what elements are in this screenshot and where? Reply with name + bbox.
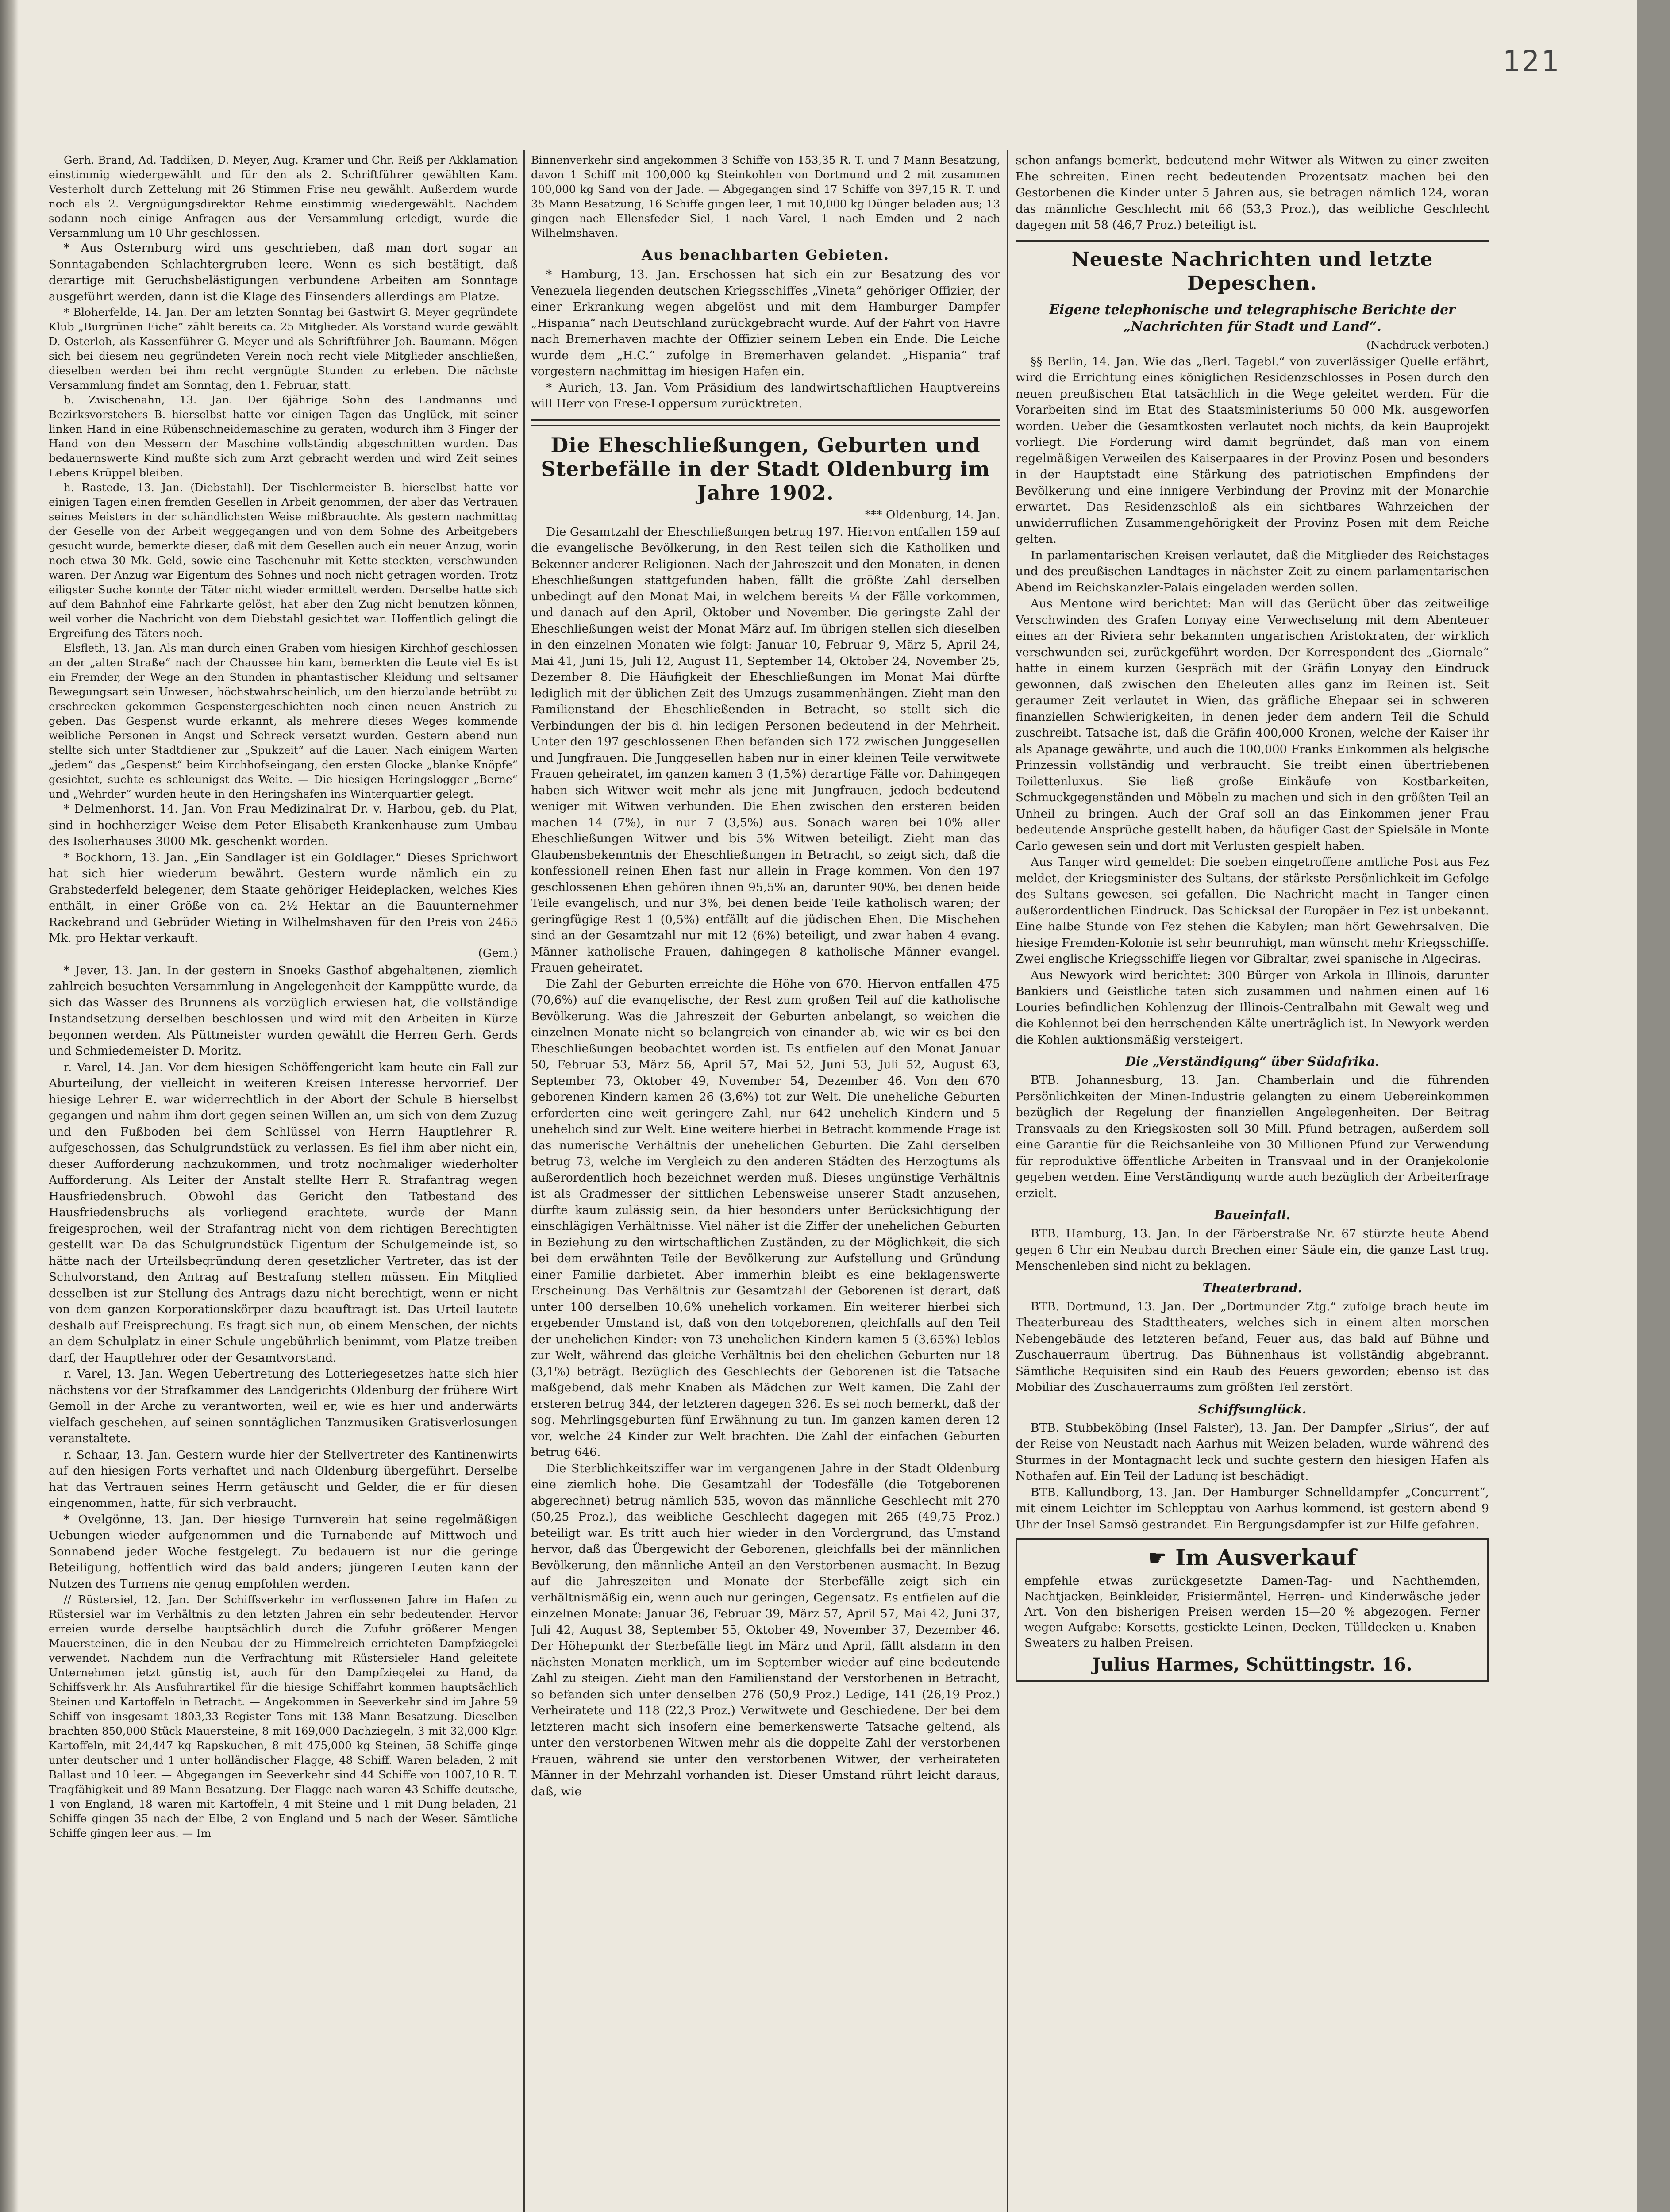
column-left <box>49 153 518 2212</box>
article-paragraph: r. Varel, 14. Jan. Vor dem hiesigen Schöffengericht kam heute ein Fall zur Aburteilung, der vielleicht in weiteren Kreisen Interesse hervorrief. Der hiesige Lehrer E. war widerrechtlich in der Abort der Schule B hierselbst gegangen und nahm ihm dort gegen seinen Willen an, um sich von dem Zuzug und den Fußboden bei dem Schlüssel von Herrn Hauptlehrer R. aufgeschossen, das Schulgrundstück zu verlassen. Es fiel ihm aber nicht ein, dieser Aufforderung nachzukommen, und trotz nochmaliger wiederholter Aufforderung. Als Leiter der Anstalt stellte Herr R. Strafantrag wegen Hausfriedensbruch. Obwohl das Gericht den Tatbestand des Hausfriedensbruchs als vorliegend erachtete, wurde der Mann freigesprochen, weil der Strafantrag nicht von dem richtigen Berechtigten gestellt war. Da das Schulgrundstück Eigentum der Schulgemeinde ist, so hätte nach der Urteilsbegründung deren gesetzlicher Vertreter, das ist der Schulvorstand, den Antrag auf Bestrafung stellen müssen. Ein Mitglied desselben ist zur Stellung des Antrags dazu nicht berechtigt, wenn er nicht von dem ganzen Korporationskörper dazu beauftragt ist. Das Urteil lautete deshalb auf Freisprechung. Es fragt sich nun, ob einem Menschen, der nichts an dem Schulplatz in einer Schule ungebührlich benimmt, vom Platze treiben darf, der Hauptlehrer oder der Gesamtvorstand. <box>49 1060 518 1365</box>
article-paragraph: §§ Berlin, 14. Jan. Wie das „Berl. Tagebl.“ von zuverlässiger Quelle erfährt, wird die Errichtung eines königlichen Residenzschlosses in Posen durch den neuen preußischen Etat tatsächlich in die Wege geleitet werden. Für die Vorarbeiten sind im Etat des Staatsministeriums 50 000 Mk. ausgeworfen worden. Ueber die Gesamtkosten verlautet noch nichts, da kein Bauprojekt vorliegt. Die Forderung wird damit begründet, daß man von einem regelmäßigen Verweilen des Kaiserpaares in der Provinz Posen und besonders in der Hauptstadt eine Stärkung des patriotischen Empfindens der Bevölkerung und eine innigere Verbindung der Provinz mit der Monarchie erwartet. Das Residenzschloß als ein sichtbares Wahrzeichen der unwiderruflichen Zusammengehörigkeit der Provinz Posen mit dem Reiche gelten. <box>1016 354 1489 546</box>
ad-firm: Julius Harmes, Schüttingstr. 16. <box>1092 1654 1412 1675</box>
section-heading: Aus benachbarten Gebieten. <box>641 246 890 263</box>
signature: (Gem.) <box>478 946 518 960</box>
article-paragraph: schon anfangs bemerkt, bedeutend mehr Witwer als Witwen zu einer zweiten Ehe schreiten. Einen recht bedeutenden Prozentsatz machen bei den Gestorbenen die Kinder unter 5 Jahren aus, sie betragen nämlich 124, woran das männliche Geschlecht mit 66 (53,3 Proz.), das weibliche Geschlecht dagegen mit 58 (46,7 Proz.) beteiligt ist. <box>1016 154 1489 232</box>
pointing-hand-icon: ☛ <box>1148 1545 1167 1570</box>
article-paragraph: BTB. Dortmund, 13. Jan. Der „Dortmunder Ztg.“ zufolge brach heute im Theaterbureau des Stadttheaters, welches sich in einem alten morschen Nebengebäude des letzteren befand, Feuer aus, das bald auf Bühne und Zuschauerraum übertrug. Das Bühnenhaus ist vollständig abgebrannt. Sämtliche Requisiten sind ein Raub des Feuers geworden; ebenso ist das Mobiliar des Zuschauerraums zum größten Teil zerstört. <box>1016 1299 1489 1394</box>
column-middle <box>531 153 1000 2212</box>
article-paragraph: * Hamburg, 13. Jan. Erschossen hat sich ein zur Besatzung des vor Venezuela liegenden deutschen Kriegsschiffes „Vineta“ gehöriger Offizier, der einer Erkrankung wegen abgelöst und mit dem Hamburger Dampfer „Hispania“ nach Deutschland zurückgebracht wurde. Auf der Fahrt von Havre nach Bremerhaven machte der Offizier seinem Leben ein Ende. Die Leiche wurde dem „H.C.“ zufolge in Bremerhaven gelandet. „Hispania“ traf vorgestern nachmittag im hiesigen Hafen ein. <box>531 268 1000 378</box>
section-heading: Schiffsunglück. <box>1198 1402 1307 1417</box>
article-paragraph: BTB. Johannesburg, 13. Jan. Chamberlain und die führenden Persönlichkeiten der Minen-Industrie gelangten zu einem Uebereinkommen bezüglich der Regelung der finanziellen Angelegenheiten. Der Beitrag Transvaals zu den Kriegskosten soll 30 Mill. Pfund betragen, außerdem soll eine Garantie für die Reichsanleihe von 30 Millionen Pfund zur Verwendung für reproduktive öffentliche Arbeiten in Transvaal und in der Oranjekolonie gegeben werden. Eine Verständigung wurde auch bezüglich der Arbeiterfrage erzielt. <box>1016 1073 1489 1200</box>
article-paragraph: * Ovelgönne, 13. Jan. Der hiesige Turnverein hat seine regelmäßigen Uebungen wieder aufgenommen und die Turnabende auf Mittwoch und Sonnabend jeder Woche festgelegt. Zu bedauern ist nur die geringe Beteiligung, hoffentlich wird das bald anders; jüngeren Leuten kann der Nutzen des Turnens nie genug empfohlen werden. <box>49 1512 518 1591</box>
article-paragraph: BTB. Stubbeköbing (Insel Falster), 13. Jan. Der Dampfer „Sirius“, der auf der Reise von Neustadt nach Aarhus mit Weizen beladen, wurde während des Sturmes in der Montagnacht leck und suchte gestern den hiesigen Hafen als Nothafen auf. Ein Teil der Ladung ist beschädigt. <box>1016 1421 1489 1483</box>
article-paragraph: BTB. Hamburg, 13. Jan. In der Färberstraße Nr. 67 stürzte heute Abend gegen 6 Uhr ein Neubau durch Brechen einer Säule ein, die ganze Last trug. Menschenleben sind nicht zu beklagen. <box>1016 1227 1489 1273</box>
section-heading: Die Eheschließungen, Geburten und Sterbefälle in der Stadt Oldenburg im Jahre 1902. <box>541 433 990 505</box>
article-paragraph: Aus Mentone wird berichtet: Man will das Gerücht über das zeitweilige Verschwinden des Grafen Lonyay eine Verwechselung mit dem Abenteuer eines an der Riviera sehr bekannten ungarischen Aristokraten, der wirklich verschwunden sei, zurückgeführt worden. Der Korrespondent des „Giornale“ hatte in einem kurzen Gespräch mit der Gräfin Lonyay den Eindruck gewonnen, daß zwischen den Eheleuten alles ganz im Reinen ist. Seit geraumer Zeit verlautet in Wien, das gräfliche Ehepaar sei in schweren finanziellen Schwierigkeiten, in denen jeder dem andern Teil die Schuld zuschreibt. Tatsache ist, daß die Gräfin 400,000 Kronen, welche der Kaiser ihr als Apanage gewährte, und auch die 100,000 Franks Einkommen als belgische Prinzessin vollständig und verbraucht. Sie treibt einen übertriebenen Toilettenluxus. Sie ließ große Einkäufe von Kostbarkeiten, Schmuckgegenständen und Möbeln zu machen und sich in den größten Teil an Unheil zu bringen. Auch der Graf soll an das Einkommen jener Frau bedeutende Ansprüche gestellt haben, da häufiger Gast der Spielsäle in Monte Carlo gewesen sein und dort mit Verlusten gespielt haben. <box>1016 597 1489 853</box>
article-paragraph: Gerh. Brand, Ad. Taddiken, D. Meyer, Aug. Kramer und Chr. Reiß per Akklamation einstimmig wiedergewählt und für den als 2. Schriftführer gewählten Kam. Vesterholt durch Zettelung mit 26 Stimmen Frise neu gewählt. Außerdem wurde noch als 2. Vergnügungsdirektor Rehme einstimmig wiedergewählt. Nachdem sodann noch einige Anfragen aus der Versammlung erledigt, wurde die Versammlung um 10 Uhr geschlossen. <box>49 154 518 239</box>
article-paragraph: r. Schaar, 13. Jan. Gestern wurde hier der Stellvertreter des Kantinenwirts auf den hiesigen Forts verhaftet und nach Oldenburg übergeführt. Derselbe hat das Vertrauen seines Herrn getäuscht und Gelder, die er für diesen eingenommen, hatte, für sich verbraucht. <box>49 1448 518 1510</box>
article-paragraph: * Aus Osternburg wird uns geschrieben, daß man dort sogar an Sonntagabenden Schlachtergruben leere. Wenn es sich bestätigt, daß derartige mit Geruchsbelästigungen verbundene Arbeiten am Sonntage ausgeführt werden, dann ist die Klage des Einsenders allerdings am Platze. <box>49 241 518 303</box>
column-right <box>1016 153 1489 2212</box>
article-paragraph: Binnenverkehr sind angekommen 3 Schiffe von 153,35 R. T. und 7 Mann Besatzung, davon 1 Schiff mit 100,000 kg Steinkohlen von Dortmund und 2 mit zusammen 100,000 kg Sand von der Jade. — Abgegangen sind 17 Schiffe von 397,15 R. T. und 35 Mann Besatzung, 16 Schiffe gingen leer, 1 mit 10,000 kg Dünger beladen aus; 13 gingen nach Ellensfeder Siel, 1 nach Varel, 1 nach Emden und 2 nach Wilhelmshaven. <box>531 154 1000 239</box>
article-paragraph: h. Rastede, 13. Jan. (Diebstahl). Der Tischlermeister B. hierselbst hatte vor einigen Tagen einen fremden Gesellen in Arbeit genommen, der aber das Vertrauen seines Meisters in der schändlichsten Weise mißbrauchte. Als gestern nachmittag der Geselle von der Arbeit weggegangen und von dem Sohne des Arbeitgebers gesucht wurde, bemerkte dieser, daß mit dem Gesellen auch ein neuer Anzug, worin noch etwa 30 Mk. Geld, sowie eine Taschenuhr mit Kette steckten, verschwunden waren. Der Anzug war Eigentum des Sohnes und noch nicht getragen worden. Trotz eiligster Suche konnte der Täter nicht wieder ermittelt werden. Derselbe hatte sich auf dem Bahnhof eine Fahrkarte gelöst, hat aber den Zug nicht benutzen können, weil vorher die Nachricht von dem Diebstahl gesichtet war. Hoffentlich gelingt die Ergreifung des Täters noch. <box>49 481 518 640</box>
article-paragraph: Elsfleth, 13. Jan. Als man durch einen Graben vom hiesigen Kirchhof geschlossen an der „alten Straße“ nach der Chaussee hin kam, bemerkten die Leute viel Es ist ein Fremder, der Wege an den Stunden in phantastischer Kleidung und seltsamer Bewegungsart sein Unwesen, höchstwahrscheinlich, um den hierzulande betrübt zu erschrecken gekommen Gespenstergeschichten noch einen neuen Anstrich zu geben. Das Gespenst wurde erkannt, als mehrere dieses Weges kommende weibliche Personen in Angst und Schreck versetzt wurden. Gestern abend nun stellte sich unter Stadtdiener zur „Spukzeit“ auf die Lauer. Nach einigem Warten „jedem“ das „Gespenst“ beim Kirchhofseingang, den ersten Glocke „blanke Knöpfe“ gesichtet, suchte es schleunigst das Weite. — Die hiesigen Heringslogger „Berne“ und „Wehrder“ wurden heute in den Heringshafen ins Winterquartier gelegt. <box>49 641 518 800</box>
reprint-note: (Nachdruck verboten.) <box>1366 338 1489 351</box>
binding-spine <box>0 0 19 2212</box>
article-paragraph: r. Varel, 13. Jan. Wegen Uebertretung des Lotteriegesetzes hatte sich hier nächstens vor der Strafkammer des Landgerichts Oldenburg der frühere Wirt Gemoll in der Arche zu verantworten, weil er, wie es hier und anderwärts vielfach geschehen, auf seinen sonntäglichen Tanzmusiken Gratisverlosungen veranstaltete. <box>49 1367 518 1445</box>
ad-text: empfehle etwas zurückgesetzte Damen-Tag- und Nachthemden, Nachtjacken, Beinkleider, Frisiermäntel, Herren- und Kinderwäsche jeder Art. Von den bisherigen Preisen werden 15—20 % abgezogen. Ferner wegen Aufgabe: Korsetts, gestickte Leinen, Decken, Tülldecken u. Knaben-Sweaters zu halben Preisen. <box>1024 1574 1480 1650</box>
article-paragraph: * Jever, 13. Jan. In der gestern in Snoeks Gasthof abgehaltenen, ziemlich zahlreich besuchten Versammlung in Angelegenheit der Kamppütte wurde, da sich das Wasser des Brunnens als vorzüglich erwiesen hat, die vollständige Instandsetzung derselben beschlossen und wird mit den Arbeiten in Kürze begonnen werden. Als Püttmeister wurden gewählt die Herren Gerh. Gerds und Schmiedemeister D. Moritz. <box>49 963 518 1058</box>
article-paragraph: // Rüstersiel, 12. Jan. Der Schiffsverkehr im verflossenen Jahre im Hafen zu Rüstersiel war im Verhältnis zu den letzten Jahren ein sehr bedeutender. Hervor erreien wurde derselbe hauptsächlich durch die Zufuhr größerer Mengen Mauersteinen, die in den Neubau der zu Himmelreich errichteten Dampfziegelei verwendet. Nachdem nun die Verfrachtung mit Rüstersieler Hand geleitete Unternehmen jetzt günstig ist, auch für den Dampfziegelei zu Hand, da Schiffsverk.hr. Als Ausfuhrartikel für die hiesige Schiffahrt kommen hauptsächlich Steinen und Kartoffeln in Betracht. — Angekommen in Seeverkehr sind im Jahre 59 Schiff von insgesamt 1803,33 Register Tons mit 138 Mann Besatzung. Dieselben brachten 850,000 Stück Mauersteine, 8 mit 169,000 Dachziegeln, 3 mit 32,000 Klgr. Kartoffeln, mit 24,447 kg Rapskuchen, 8 mit 475,000 kg Steinen, 58 Schiffe ginge unter deutscher und 1 unter holländischer Flagge, 48 Schiff. Waren beladen, 2 mit Ballast und 10 leer. — Abgegangen im Seeverkehr sind 44 Schiffe von 1007,10 R. T. Tragfähigkeit und 89 Mann Besatzung. Der Flagge nach waren 43 Schiffe deutsche, 1 von England, 18 waren mit Kartoffeln, 4 mit Steine und 1 mit Dung beladen, 21 Schiffe gingen 35 nach der Elbe, 2 von England und 5 nach der Weser. Sämtliche Schiffe gingen leer aus. — Im <box>49 1593 518 1839</box>
column-right-continuation <box>1016 153 1489 234</box>
signature: *** Oldenburg, 14. Jan. <box>865 508 1000 522</box>
section-heading: Die „Verständigung“ über Südafrika. <box>1125 1054 1380 1069</box>
section-rule <box>1016 240 1489 242</box>
ad-title-text: Im Ausverkauf <box>1175 1544 1357 1571</box>
news-section-title: Neueste Nachrichten und letzte Depeschen. <box>1071 248 1433 295</box>
section-rule <box>531 419 1000 426</box>
news-section-subtitle: Eigene telephonische und telegraphische Berichte der „Nachrichten für Stadt und Land“. <box>1049 302 1455 334</box>
column-rule <box>523 150 525 2212</box>
article-paragraph: Die Sterblichkeitsziffer war im vergangenen Jahre in der Stadt Oldenburg eine ziemlich hohe. Die Gesamtzahl der Todesfälle (die Totgeborenen abgerechnet) betrug nämlich 535, wovon das männliche Geschlecht mit 270 (50,25 Proz.), das weibliche Geschlecht dagegen mit 265 (49,75 Proz.) beteiligt war. Es tritt auch hier wieder in den Vordergrund, das Umstand hervor, daß das Übergewicht der Geborenen, gleichfalls bei der männlichen Bevölkerung, den männliche Anteil an den Verstorbenen ausmacht. In Bezug auf die Jahreszeiten und Monate der Sterbefälle zeigt sich ein verhältnismäßig ein, wenn auch nur geringen, Gegensatz. Es entfielen auf die einzelnen Monate: Januar 36, Februar 39, März 57, April 57, Mai 42, Juni 37, Juli 42, August 38, September 55, Oktober 49, November 37, Dezember 46. Der Höhepunkt der Sterbefälle liegt im März und April, fällt alsdann in den nächsten Monaten merklich, um im September wieder auf eine bedeutende Zahl zu steigen. Zieht man den Familienstand der Verstorbenen in Betracht, so befanden sich unter denselben 276 (50,9 Proz.) Ledige, 141 (26,19 Proz.) Verheiratete und 118 (22,3 Proz.) Verwitwete und Geschiedene. Der bei dem letzteren macht sich insofern eine bemerkenswerte Tatsache geltend, als unter den verstorbenen Witwen mehr als die doppelte Zahl der verstorbenen Frauen, während sie unter den verstorbenen Witwer, der verheirateten Männer in der Mehrzahl vorhanden ist. Dieser Umstand rührt leicht daraus, daß, wie <box>531 1461 1000 1798</box>
article-paragraph: b. Zwischenahn, 13. Jan. Der 6jährige Sohn des Landmanns und Bezirksvorstehers B. hierselbst hatte vor einigen Tagen das Unglück, mit seiner linken Hand in eine Rübenschneidemaschine zu geraten, wodurch ihm 3 Finger der Hand von den Messern der Maschine vollständig abgeschnitten wurden. Das bedauernswerte Kind mußte sich zum Arzt gebracht werden und wird Zeit seines Lebens Krüppel bleiben. <box>49 393 518 479</box>
column-rule <box>1007 150 1008 2212</box>
article-paragraph: In parlamentarischen Kreisen verlautet, daß die Mitglieder des Reichstages und des preußischen Landtages in nächster Zeit zu einem parlamentarischen Abend im Reichskanzler-Palais eingeladen werden sollen. <box>1016 548 1489 595</box>
news-articles <box>1016 354 1489 1533</box>
article-paragraph: Aus Tanger wird gemeldet: Die soeben eingetroffene amtliche Post aus Fez meldet, der Kriegsminister des Sultans, der stärkste Persönlichkeit im Gefolge des Sultans gewesen, sei gefallen. Die Nachricht macht in Tanger einen außerordentlichen Eindruck. Das Schicksal der Europäer in Fez ist unbekannt. Eine halbe Stunde von Fez stehen die Kabylen; man hört Gewehrsalven. Die hiesige Fremden-Kolonie ist sehr beunruhigt, man wünscht mehr Kriegsschiffe. Zwei englische Kriegsschiffe liegen vor Gibraltar, zwei spanische in Algeciras. <box>1016 855 1489 966</box>
article-paragraph: BTB. Kallundborg, 13. Jan. Der Hamburger Schnelldampfer „Concurrent“, mit einem Leichter im Schlepptau von Aarhus kommend, ist gestern abend 9 Uhr der Insel Samsö gestrandet. Ein Bergungsdampfer ist zur Hilfe gefahren. <box>1016 1485 1489 1532</box>
article-paragraph: * Bloherfelde, 14. Jan. Der am letzten Sonntag bei Gastwirt G. Meyer gegründete Klub „Burgrünen Eiche“ zählt bereits ca. 25 Mitglieder. Als Vorstand wurde gewählt D. Osterloh, als Kassenführer G. Meyer und als Schriftführer Joh. Baumann. Mögen sich bei diesem neu gegründeten Verein noch recht viele Mitglieder anschließen, dieselben werden bei ihm recht vergnügte Stunden zu erleben. Die nächste Versammlung findet am Sonntag, den 1. Februar, statt. <box>49 306 518 392</box>
advertisement <box>1016 1538 1489 1682</box>
page-number: 121 <box>1502 44 1561 78</box>
section-heading: Baueinfall. <box>1214 1208 1291 1222</box>
article-paragraph: * Bockhorn, 13. Jan. „Ein Sandlager ist ein Goldlager.“ Dieses Sprichwort hat sich hier wiederum bewährt. Gestern wurde nämlich ein zu Grabstederfeld belegener, dem Staate gehöriger Heideplacken, welches Kies enthält, in einer Größe von ca. 2½ Hektar an die Bauunternehmer Rackebrand und Gebrüder Wieting in Wilhelmshaven für den Preis von 2465 Mk. pro Hektar verkauft. <box>49 850 518 945</box>
ad-title <box>1024 1544 1480 1571</box>
article-paragraph: Die Zahl der Geburten erreichte die Höhe von 670. Hiervon entfallen 475 (70,6%) auf die evangelische, der Rest zum großen Teil auf die katholische Bevölkerung. Was die Jahreszeit der Geburten anbelangt, so weichen die einzelnen Monate nicht so belangreich von einander ab, wie wir es bei den Eheschließungen beobachtet worden ist. Es entfielen auf den Monat Januar 50, Februar 53, März 56, April 57, Mai 52, Juni 53, Juli 52, August 63, September 73, Oktober 49, November 54, Dezember 46. Von den 670 geborenen Kindern kamen 26 (3,6%) tot zur Welt. Die uneheliche Geburten erforderten eine weit geringere Zahl, nur 642 unehelich Kindern und 5 unehelich sind zur Welt. Eine weitere hierbei in Betracht kommende Frage ist das numerische Verhältnis der unehelichen Geburten. Die Zahl derselben betrug 73, welche im Vergleich zu den anderen Städten des Herzogtums als außerordentlich hoch bezeichnet werden muß. Dieses ungünstige Verhältnis ist als Gradmesser der sittlichen Lebensweise unserer Stadt anzusehen, dürfte kaum zulässig sein, da hier besonders unter Berücksichtigung der einschlägigen Verhältnisse. Viel näher ist die Ziffer der unehelichen Geburten in Beziehung zu den wirtschaftlichen Zuständen, zu der Möglichkeit, die sich bei dem erwähnten Teile der Bevölkerung zur Aufstellung und Gründung einer Familie darbietet. Aber immerhin bleibt es eine beklagenswerte Erscheinung. Das Verhältnis zur Gesamtzahl der Geborenen ist derart, daß unter 100 derselben 10,6% unehelich vorkamen. Ein weiterer hierbei sich ergebender Umstand ist, daß von den totgeborenen, gleichfalls auf den Teil der unehelichen Kinder: von 73 unehelichen Kindern kamen 5 (3,65%) leblos zur Welt, während das gleiche Verhältnis bei den ehelichen Geburten nur 18 (3,1%) beträgt. Bezüglich des Geschlechts der Geborenen ist die Tatsache maßgebend, daß mehr Knaben als Mädchen zur Welt kamen. Die Zahl der ersteren betrug 344, der letzteren dagegen 326. Es sei noch bemerkt, daß der sog. Mehrlingsgeburten fünf Erwähnung zu tun. Im ganzen kamen deren 12 vor, welche 24 Kinder zur Welt brachten. Die Zahl der einfachen Geburten betrug 646. <box>531 977 1000 1459</box>
article-paragraph: * Aurich, 13. Jan. Vom Präsidium des landwirtschaftlichen Hauptvereins will Herr von Frese-Loppersum zurücktreten. <box>531 380 1000 411</box>
article-paragraph: * Delmenhorst. 14. Jan. Von Frau Medizinalrat Dr. v. Harbou, geb. du Plat, sind in hochherziger Weise dem Peter Elisabeth-Krankenhause zum Umbau des Isolierhauses 3000 Mk. geschenkt worden. <box>49 802 518 848</box>
article-paragraph: Aus Newyork wird berichtet: 300 Bürger von Arkola in Illinois, darunter Bankiers und Geistliche taten sich zusammen und nahmen einen auf 16 Louries befindlichen Kohlenzug der Illinois-Centralbahn mit Gewalt weg und die Kohlennot bei den herrschenden Kälte unerträglich ist. In Newyork werden die Kohlen auktionsmäßig versteigert. <box>1016 968 1489 1047</box>
article-paragraph: Die Gesamtzahl der Eheschließungen betrug 197. Hiervon entfallen 159 auf die evangelische Bevölkerung, in den Rest teilen sich die Katholiken und Bekenner anderer Religionen. Nach der Jahreszeit und den Monaten, in denen Eheschließungen stattgefunden haben, fällt die größte Zahl derselben unbedingt auf den Monat Mai, in welchem bereits ¼ der Fälle vorkommen, und danach auf den April, Oktober und November. Die geringste Zahl der Eheschließungen weist der Monat März auf. Im übrigen stellen sich dieselben in den einzelnen Monaten wie folgt: Januar 10, Februar 9, März 5, April 24, Mai 41, Juni 15, Juli 12, August 11, September 14, Oktober 24, November 25, Dezember 8. Die Häufigkeit der Eheschließungen im Monat Mai dürfte lediglich mit der üblichen Zeit des Umzugs zusammenhängen. Zieht man den Familienstand der Eheschließenden in Betracht, so stellt sich die Verbindungen der bis d. hin ledigen Personen bedeutend in der Mehrheit. Unter den 197 geschlossenen Ehen befanden sich 172 zwischen Junggesellen und Jungfrauen. Die Junggesellen haben nur in einer kleinen Teile verwitwete Frauen geheiratet, im ganzen kamen 3 (1,5%) derartige Fälle vor. Dahingegen haben sich Witwer weit mehr als jene mit Jungfrauen, jedoch bedeutend weniger mit Witwen verbunden. Die Ehen zwischen den ersteren beiden machen 14 (7%), in nur 7 (3,5%) aus. Sonach waren bei 10% aller Eheschließungen Witwer und bis 5% Witwen beteiligt. Zieht man das Glaubensbekenntnis der Eheschließungen in Betracht, so zeigt sich, daß die konfessionell reinen Ehen fast nur allein in Frage kommen. Von den 197 geschlossenen Ehen gehören ihnen 95,5% an, darunter 90%, bei denen beide Teile evangelisch, und nur 3%, bei denen beide Teile katholisch waren; der geringfügige Rest 1 (0,5%) entfällt auf die jüdischen Ehen. Die Mischehen sind an der Gesamtzahl nur mit 12 (6%) beteiligt, und zwar haben 4 evang. Männer katholische Frauen, dahingegen 8 katholische Männer evangel. Frauen geheiratet. <box>531 525 1000 975</box>
section-heading: Theaterbrand. <box>1202 1280 1302 1295</box>
